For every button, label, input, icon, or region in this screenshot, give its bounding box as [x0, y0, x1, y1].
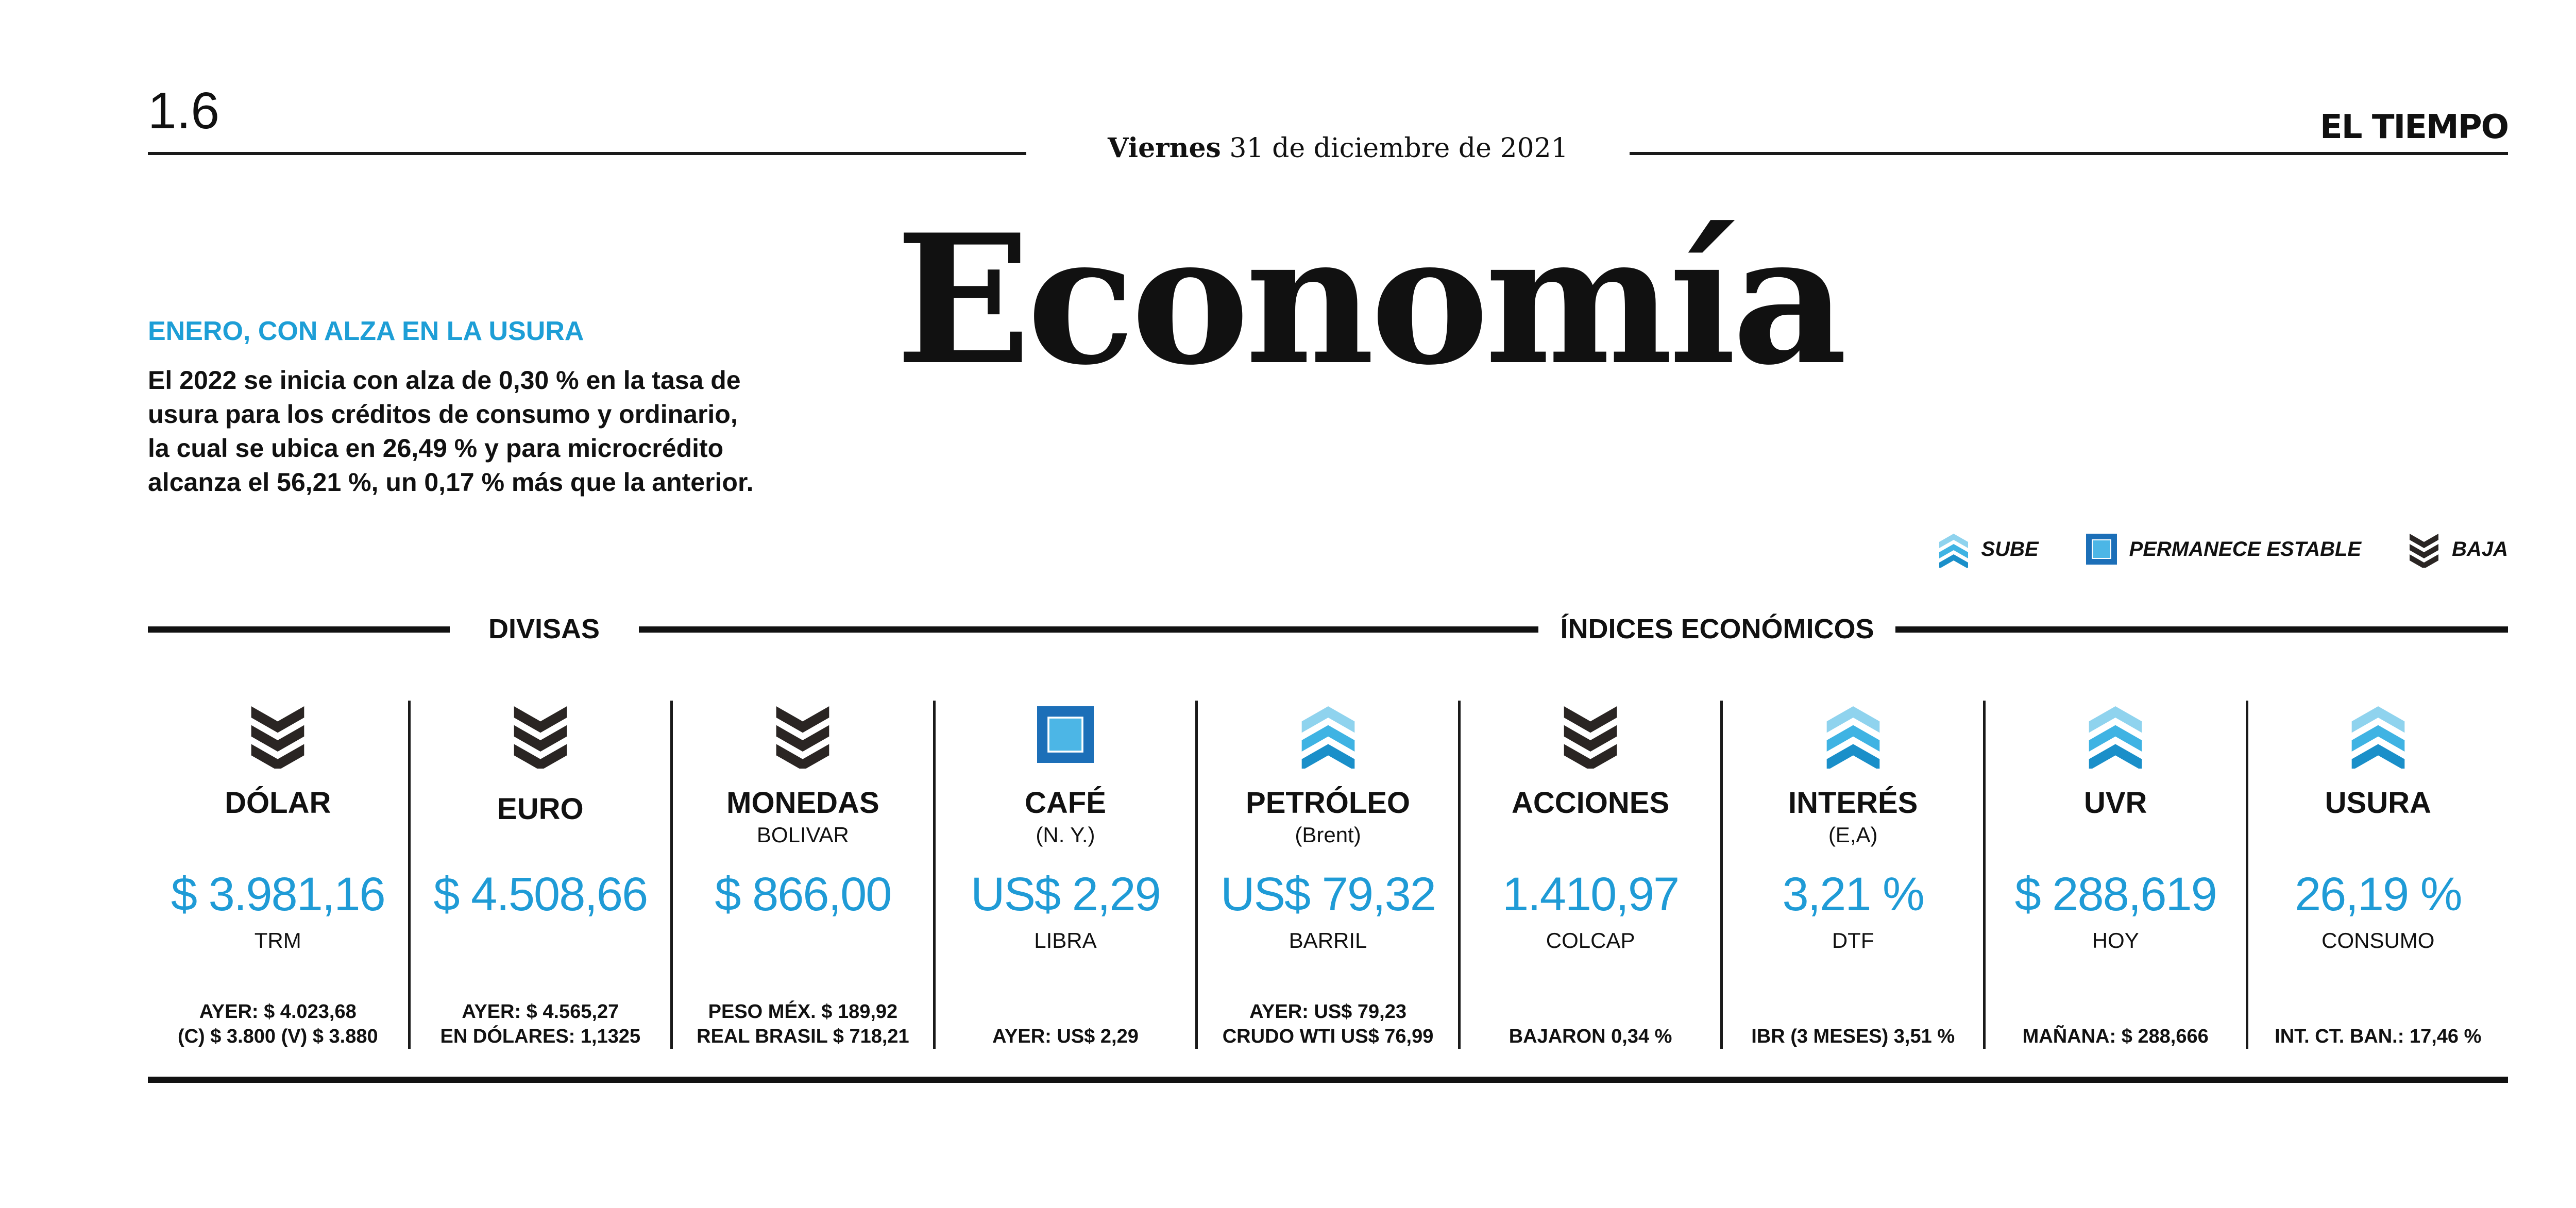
brief-heading: ENERO, CON ALZA EN LA USURA	[148, 316, 584, 346]
bottom-rule	[148, 1077, 2508, 1083]
date-day: Viernes	[1108, 132, 1221, 164]
indicator-name: CAFÉ	[1025, 786, 1106, 820]
indicator-value: 1.410,97	[1502, 868, 1679, 921]
chevron-up	[1939, 554, 1968, 568]
indicator-foot	[1986, 1024, 2246, 1049]
foot-line: (C) $ 3.800 (V) $ 3.880	[177, 1026, 378, 1047]
stable-inner	[1048, 718, 1082, 752]
chevron-down	[1564, 706, 1617, 733]
up-icon	[2345, 701, 2411, 769]
indicator-value: 26,19 %	[2294, 868, 2462, 921]
foot-line: EN DÓLARES: 1,1325	[440, 1026, 641, 1047]
indicator-uvr	[1983, 701, 2246, 1049]
indicator-cafe	[933, 701, 1196, 1049]
section-title: Economía	[895, 196, 1843, 404]
indicator-value: $ 4.508,66	[433, 868, 648, 921]
header-rule-right	[1630, 152, 2508, 155]
indicator-interes	[1720, 701, 1983, 1049]
down-icon	[2408, 531, 2441, 568]
chevron-down	[776, 706, 829, 733]
foot-line: AYER: $ 4.565,27	[462, 1001, 619, 1023]
brief-line: El 2022 se inicia con alza de 0,30 % en la tasa de	[148, 366, 741, 395]
indicator-foot	[411, 999, 671, 1049]
foot-line: IBR (3 MESES) 3,51 %	[1751, 1026, 1955, 1047]
indicator-monedas	[670, 701, 933, 1049]
up-icon	[1295, 701, 1361, 769]
up-icon	[1937, 531, 1970, 568]
legend-stable-label: PERMANECE ESTABLE	[2129, 537, 2362, 560]
chevron-down	[514, 706, 567, 733]
indicator-petroleo	[1195, 701, 1458, 1049]
legend-up-label: SUBE	[1981, 537, 2039, 560]
section-bar	[1895, 626, 2508, 633]
foot-line: BAJARON 0,34 %	[1509, 1026, 1672, 1047]
legend-up	[1937, 531, 2039, 568]
chevron-down	[251, 706, 304, 733]
indicator-name: EURO	[497, 792, 584, 826]
date-text: 31 de diciembre de 2021	[1229, 133, 1568, 164]
chevron-down	[2410, 534, 2438, 548]
stable-icon	[2085, 531, 2118, 568]
indicator-euro	[408, 701, 671, 1049]
stable-inner	[2092, 540, 2111, 558]
indicator-foot	[2248, 1024, 2509, 1049]
foot-line: AYER: $ 4.023,68	[199, 1001, 357, 1023]
indicator-foot	[673, 999, 933, 1049]
indicator-unit: COLCAP	[1546, 928, 1635, 952]
indicator-foot	[1723, 1024, 1983, 1049]
chevron-up	[2351, 744, 2404, 769]
brief-line: alcanza el 56,21 %, un 0,17 % más que la anterior.	[148, 468, 754, 497]
indicator-foot	[1461, 1024, 1721, 1049]
indicator-sub: (Brent)	[1295, 823, 1361, 847]
indicator-name: MONEDAS	[726, 786, 879, 820]
indicator-value: $ 866,00	[715, 868, 891, 921]
trend-icon-slot	[1557, 701, 1623, 769]
brief-line: usura para los créditos de consumo y ordinario,	[148, 400, 738, 429]
trend-icon-slot	[1295, 701, 1361, 769]
indicator-name: DÓLAR	[225, 786, 331, 820]
trend-icon-slot	[2345, 701, 2411, 769]
indicator-name: UVR	[2083, 786, 2147, 820]
trend-icon-slot	[245, 701, 311, 769]
indicator-dolar	[148, 701, 408, 1049]
section-bar	[639, 626, 1538, 633]
brief-body	[148, 363, 792, 499]
foot-line: PESO MÉX. $ 189,92	[708, 1001, 898, 1023]
indicator-unit: LIBRA	[1034, 928, 1097, 952]
down-icon	[245, 701, 311, 769]
legend-stable	[2085, 531, 2361, 568]
indicator-value: US$ 2,29	[971, 868, 1160, 921]
foot-line: AYER: US$ 79,23	[1249, 1001, 1406, 1023]
indicator-sub: (E,A)	[1828, 823, 1878, 847]
foot-line: INT. CT. BAN.: 17,46 %	[2275, 1026, 2482, 1047]
indicator-unit: TRM	[254, 928, 301, 952]
indicator-foot	[1198, 999, 1458, 1049]
section-label-indices: ÍNDICES ECONÓMICOS	[1560, 614, 1874, 644]
up-icon	[2082, 701, 2148, 769]
foot-line: CRUDO WTI US$ 76,99	[1222, 1026, 1434, 1047]
chevron-up	[1301, 744, 1354, 769]
indicator-foot	[936, 1024, 1196, 1049]
down-icon	[1557, 701, 1623, 769]
chevron-up	[1826, 744, 1879, 769]
newspaper-brand: EL TIEMPO	[2320, 108, 2508, 146]
page-number: 1.6	[148, 82, 220, 140]
trend-icon-slot	[1032, 701, 1098, 769]
indicator-sub: (N. Y.)	[1036, 823, 1095, 847]
indicator-value: 3,21 %	[1782, 868, 1924, 921]
indicator-name: INTERÉS	[1788, 786, 1918, 820]
trend-icon-slot	[507, 701, 573, 769]
trend-icon-slot	[1820, 701, 1886, 769]
down-icon	[770, 701, 836, 769]
indicator-value: $ 3.981,16	[171, 868, 385, 921]
indicator-unit: CONSUMO	[2321, 928, 2435, 952]
indicator-unit: BARRIL	[1289, 928, 1367, 952]
foot-line: AYER: US$ 2,29	[992, 1026, 1139, 1047]
indicator-sub: BOLIVAR	[756, 823, 849, 847]
legend-down-label: BAJA	[2452, 537, 2508, 560]
indicator-unit: DTF	[1832, 928, 1874, 952]
up-icon	[1820, 701, 1886, 769]
brief-line: la cual se ubica en 26,49 % y para microcrédito	[148, 434, 724, 463]
foot-line: REAL BRASIL $ 718,21	[697, 1026, 909, 1047]
dateline	[1108, 132, 1568, 164]
trend-icon-slot	[2082, 701, 2148, 769]
trend-legend	[1891, 531, 2508, 568]
chevron-up	[2089, 744, 2142, 769]
indicator-grid	[148, 701, 2508, 1049]
down-icon	[507, 701, 573, 769]
indicator-name: PETRÓLEO	[1246, 786, 1411, 820]
stable-icon	[1032, 701, 1098, 769]
indicator-unit: HOY	[2092, 928, 2139, 952]
foot-line: MAÑANA: $ 288,666	[2022, 1026, 2209, 1047]
trend-icon-slot	[770, 701, 836, 769]
indicator-foot	[148, 999, 408, 1049]
section-label-divisas: DIVISAS	[488, 614, 600, 644]
indicator-value: $ 288,619	[2014, 868, 2216, 921]
header-rule-left	[148, 152, 1026, 155]
legend-down	[2408, 531, 2508, 568]
indicator-name: USURA	[2325, 786, 2431, 820]
indicator-acciones	[1458, 701, 1721, 1049]
indicator-usura	[2246, 701, 2509, 1049]
section-bar	[148, 626, 450, 633]
indicator-name: ACCIONES	[1512, 786, 1670, 820]
indicator-value: US$ 79,32	[1221, 868, 1435, 921]
